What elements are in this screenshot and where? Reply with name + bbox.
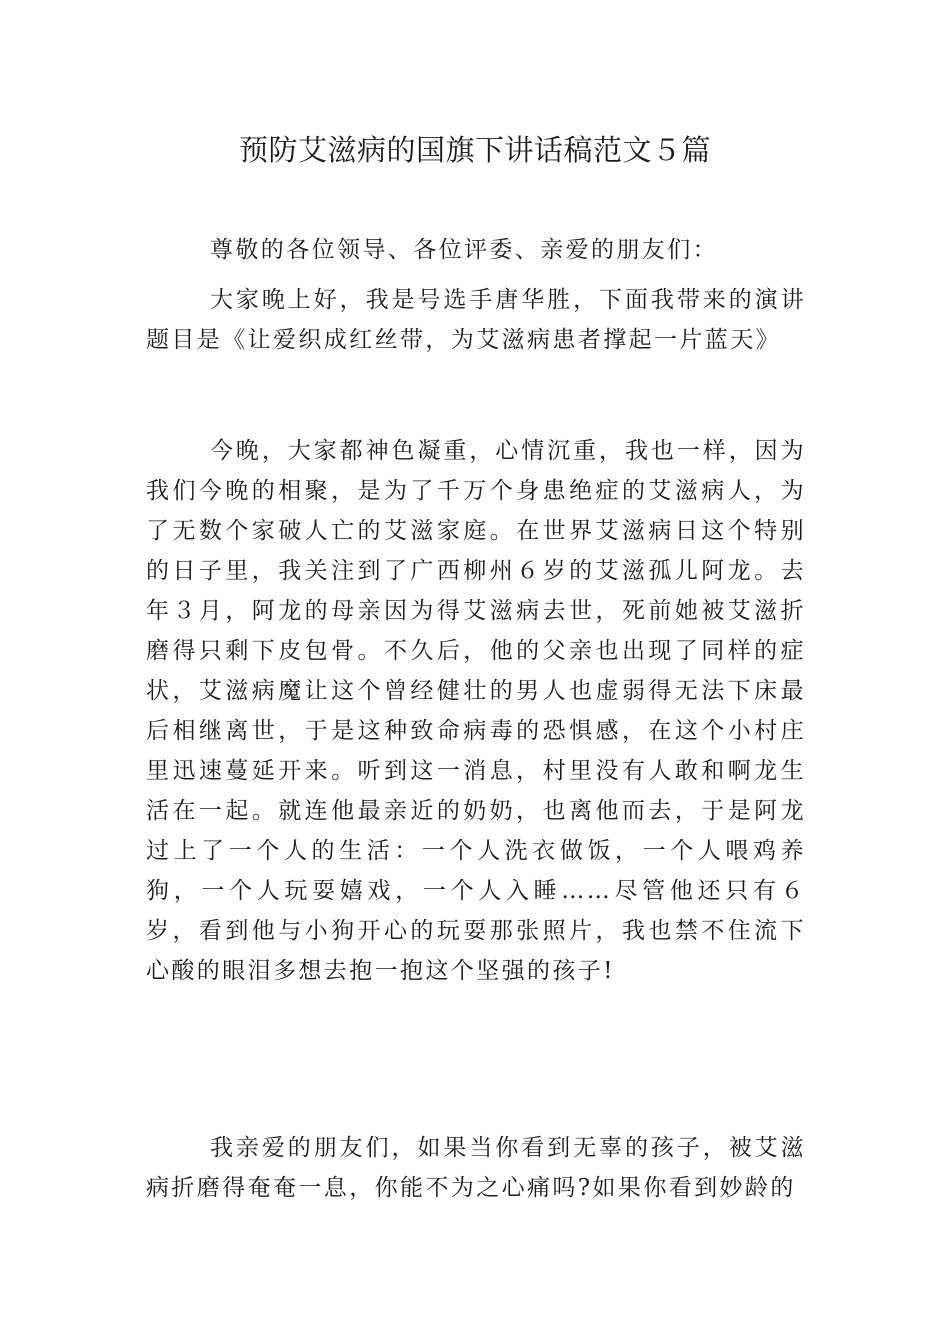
paragraph-intro: 大家晚上好，我是号选手唐华胜，下面我带来的演讲题目是《让爱织成红丝带，为艾滋病患者撑起一片蓝天》 [146,287,806,353]
paragraph-story: 今晚，大家都神色凝重，心情沉重，我也一样，因为我们今晚的相聚，是为了千万个身患绝症的艾滋病人，为了无数个家破人亡的艾滋家庭。在世界艾滋病日这个特别的日子里，我关注到了广西柳州６岁的艾滋孤儿阿龙。去年３月，阿龙的母亲因为得艾滋病去世，死前她被艾滋折磨得只剩下皮包骨。不久后，他的父亲也出现了同样的症状，艾滋病魔让这个曾经健壮的男人也虚弱得无法下床最后相继离世，于是这种致命病毒的恐惧感，在这个小村庄里迅速蔓延开来。听到这一消息，村里没有人敢和啊龙生活在一起。就连他最亲近的奶奶，也离他而去，于是阿龙过上了一个人的生活：一个人洗衣做饭，一个人喂鸡养狗，一个人玩耍嬉戏，一个人入睡……尽管他还只有６岁，看到他与小狗开心的玩耍那张照片，我也禁不住流下心酸的眼泪多想去抱一抱这个坚强的孩子! [146,438,806,984]
document-title: 预防艾滋病的国旗下讲话稿范文５篇 [238,133,711,167]
paragraph-appeal: 我亲爱的朋友们，如果当你看到无辜的孩子，被艾滋病折磨得奄奄一息，你能不为之心痛吗?如果你看到妙龄的 [146,1135,806,1201]
salutation: 尊敬的各位领导、各位评委、亲爱的朋友们： [210,237,718,263]
